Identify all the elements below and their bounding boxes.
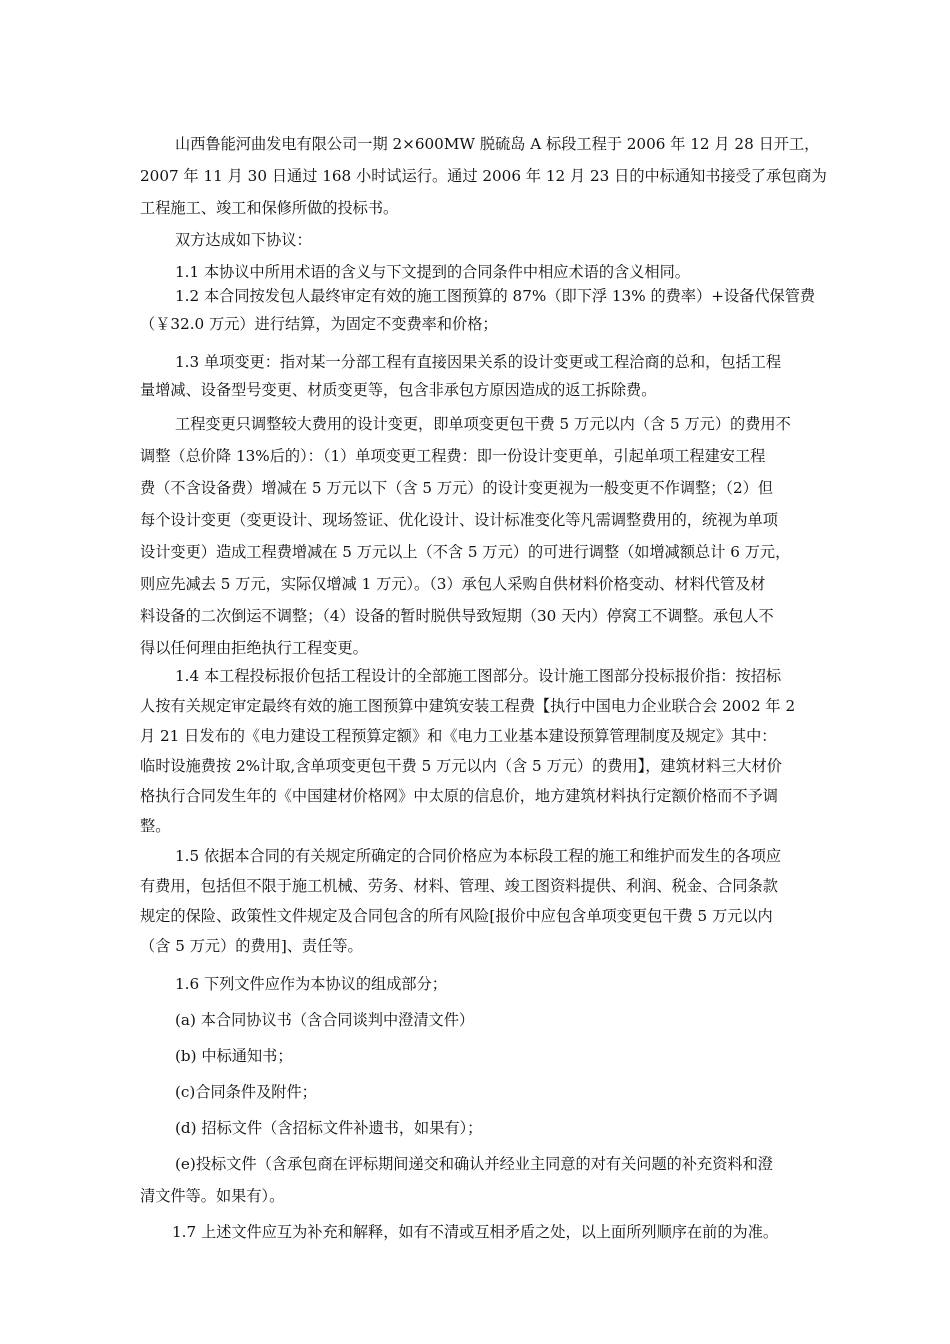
clause-1-4-line-4: 格执行合同发生年的《中国建材价格网》中太原的信息价，地方建筑材料执行定额价格而不予调 [140, 787, 778, 805]
list-item-c: (c)合同条件及附件； [175, 1083, 317, 1101]
clause-1-2-line-1: （￥32.0 万元）进行结算，为固定不变费率和价格； [140, 315, 498, 333]
change-para-line-1: 调整（总价降 13%后的）：（1）单项变更工程费：即一份设计变更单，引起单项工程建安工程 [140, 447, 766, 465]
clause-1-7: 1.7 上述文件应互为补充和解释，如有不清或互相矛盾之处，以上面所列顺序在前的为准。 [172, 1223, 779, 1241]
change-para-line-7: 得以任何理由拒绝执行工程变更。 [140, 639, 368, 657]
clause-1-4-line-5: 整。 [140, 817, 171, 835]
change-para-line-6: 料设备的二次倒运不调整；（4）设备的暂时脱供导致短期（30 天内）停窝工不调整。承包人不 [140, 607, 774, 625]
list-item-e-line-0: (e)投标文件（含承包商在评标期间递交和确认并经业主同意的对有关问题的补充资料和澄 [175, 1155, 773, 1173]
change-para-line-3: 每个设计变更（变更设计、现场签证、优化设计、设计标准变化等凡需调整费用的，统视为单项 [140, 511, 778, 529]
list-item-d: (d) 招标文件（含招标文件补遗书，如果有）； [175, 1119, 483, 1137]
para-1-line-0: 双方达成如下协议： [175, 231, 312, 249]
clause-1-4-line-2: 月 21 日发布的《电力建设工程预算定额》和《电力工业基本建设预算管理制度及规定》其中： [140, 727, 777, 745]
clause-1-5-line-0: 1.5 依据本合同的有关规定所确定的合同价格应为本标段工程的施工和维护而发生的各项应 [175, 847, 782, 865]
list-item-b: (b) 中标通知书； [175, 1047, 293, 1065]
clause-1-5-line-3: （含 5 万元）的费用]、责任等。 [140, 937, 363, 955]
para-0-line-1: 2007 年 11 月 30 日通过 168 小时试运行。通过 2006 年 12 月 23 日的中标通知书接受了承包商为 [140, 167, 827, 185]
list-item-a: (a) 本合同协议书（含合同谈判中澄清文件） [175, 1011, 475, 1029]
clause-1-5-line-1: 有费用，包括但不限于施工机械、劳务、材料、管理、竣工图资料提供、利润、税金、合同条款 [140, 877, 778, 895]
change-para-line-5: 则应先减去 5 万元，实际仅增减 1 万元）。（3）承包人采购自供材料价格变动、材料代管及材 [140, 575, 766, 593]
change-para-line-0: 工程变更只调整较大费用的设计变更，即单项变更包干费 5 万元以内（含 5 万元）的费用不 [175, 415, 791, 433]
list-item-e-line-1: 清文件等。如果有）。 [140, 1187, 285, 1205]
clause-1-4-line-1: 人按有关规定审定最终有效的施工图预算中建筑安装工程费【执行中国电力企业联合会 2002 年 2 [140, 697, 796, 715]
para-0-line-2: 工程施工、竣工和保修所做的投标书。 [140, 199, 399, 217]
clause-1-6: 1.6 下列文件应作为本协议的组成部分； [175, 975, 447, 993]
change-para-line-4: 设计变更）造成工程费增减在 5 万元以上（不含 5 万元）的可进行调整（如增减额总计 6 万元， [140, 543, 791, 561]
clause-1-4-line-3: 临时设施费按 2%计取,含单项变更包干费 5 万元以内（含 5 万元）的费用】，建筑材料三大材价 [140, 757, 782, 775]
para-0-line-0: 山西鲁能河曲发电有限公司一期 2×600MW 脱硫岛 A 标段工程于 2006 年 12 月 28 日开工， [175, 135, 820, 153]
clause-1-3-line-0: 1.3 单项变更：指对某一分部工程有直接因果关系的设计变更或工程洽商的总和，包括工程 [175, 353, 782, 371]
clause-1-1: 1.1 本协议中所用术语的含义与下文提到的合同条件中相应术语的含义相同。 [175, 263, 690, 281]
change-para-line-2: 费（不含设备费）增减在 5 万元以下（含 5 万元）的设计变更视为一般变更不作调整；（2）但 [140, 479, 774, 497]
clause-1-2-line-0: 1.2 本合同按发包人最终审定有效的施工图预算的 87%（即下浮 13% 的费率）+设备代保管费 [175, 287, 816, 305]
clause-1-5-line-2: 规定的保险、政策性文件规定及合同包含的所有风险[报价中应包含单项变更包干费 5 万元以内 [140, 907, 773, 925]
clause-1-4-line-0: 1.4 本工程投标报价包括工程设计的全部施工图部分。设计施工图部分投标报价指：按招标 [175, 667, 782, 685]
clause-1-3-line-1: 量增减、设备型号变更、材质变更等，包含非承包方原因造成的返工拆除费。 [140, 381, 657, 399]
